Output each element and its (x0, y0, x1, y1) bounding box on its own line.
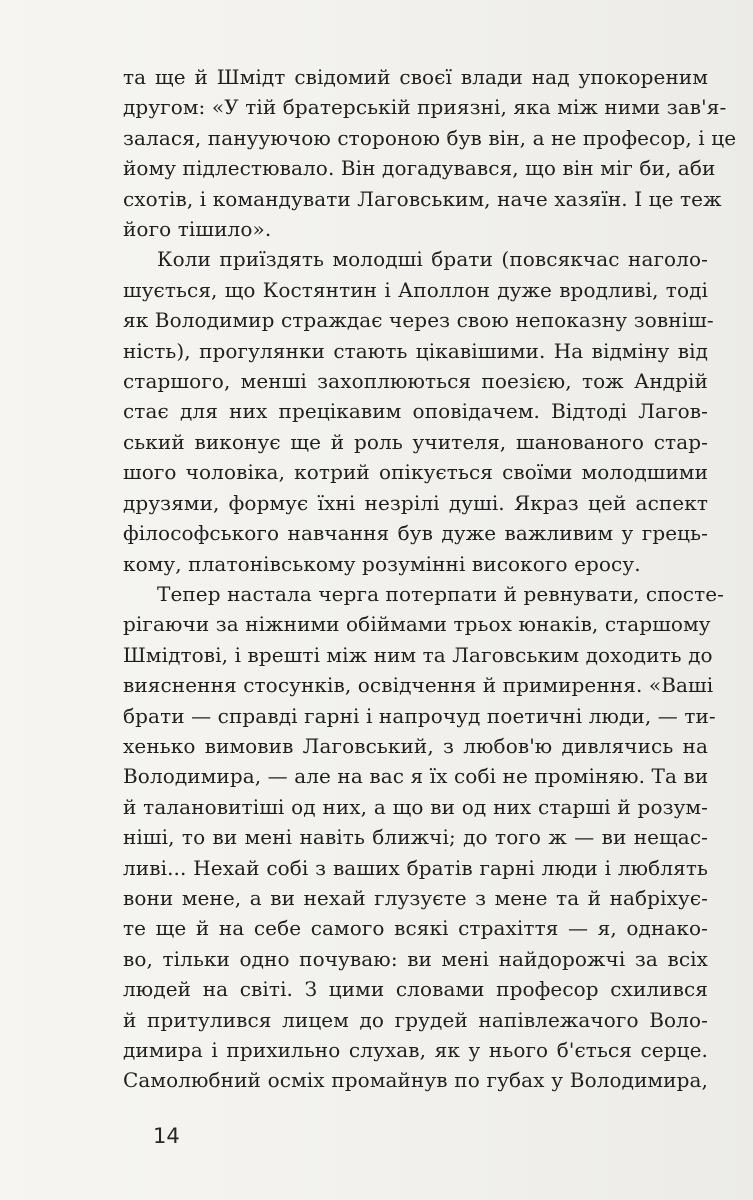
text-line: як Володимир страждає через свою непоказну зовніш- (123, 308, 714, 333)
text-line: ський виконує ще й роль учителя, шанованого стар- (123, 429, 708, 454)
text-line: Шмідтові, і врешті між ним та Лаговським доходить до (123, 642, 713, 667)
text-line: йому підлестювало. Він догадувався, що він міг би, аби (123, 156, 716, 181)
text-line: вони мене, а ви нехай глузуєте з мене та й набріхує- (123, 885, 708, 910)
text-line: людей на світі. З цими словами професор схилився (123, 977, 708, 1002)
text-line: друзями, формує їхні незрілі душі. Якраз цей аспект (123, 490, 708, 515)
text-line: схотів, і командувати Лаговським, наче хазяїн. І це теж (123, 186, 722, 211)
text-line: Володимира, — але на вас я їх собі не проміняю. Та ви (123, 764, 709, 789)
text-line: шується, що Костянтин і Аполлон дуже вродливі, тоді (123, 277, 708, 302)
text-line: стає для них прецікавим оповідачем. Відтоді Лагов- (123, 399, 708, 424)
text-line: ніші, то ви мені навіть ближчі; до того ж — ви нещас- (123, 825, 708, 850)
text-line: брати — справді гарні і напрочуд поетичні люди, — ти- (123, 703, 716, 728)
text-line: старшого, менші захоплюються поезією, тож Андрій (123, 369, 708, 394)
text-line: його тішило». (123, 217, 272, 242)
text-line: ність), прогулянки стають цікавішими. На відміну від (123, 338, 708, 363)
body-text (123, 62, 737, 1096)
page-number: 14 (153, 1124, 180, 1148)
text-line: кому, платонівському розумінні високого еросу. (123, 551, 641, 576)
text-line: рігаючи за ніжними обіймами трьох юнаків, старшому (123, 612, 711, 637)
text-line: та ще й Шмідт свідомий своєї влади над упокореним (123, 65, 708, 89)
text-line: ливі... Нехай собі з ваших братів гарні люди і люблять (123, 855, 708, 880)
text-line: другом: «У тій братерській приязні, яка між ними зав'я- (123, 95, 727, 120)
text-line: Тепер настала черга потерпати й ревнувати, спосте- (157, 581, 725, 606)
text-line: димира і прихильно слухав, як у нього б'ється серце. (123, 1038, 708, 1062)
text-line: шого чоловіка, котрий опікується своїми молодшими (123, 460, 708, 485)
text-line: Самолюбний осміх промайнув по губах у Володимира, (123, 1068, 708, 1093)
text-line: філософського навчання був дуже важливим у грець- (123, 521, 708, 546)
text-line: залася, панууючою стороною був він, а не професор, і це (123, 125, 737, 150)
text-line: вияснення стосунків, освідчення й примирення. «Ваші (123, 673, 714, 698)
text-line: Коли приїздять молодші брати (повсякчас наголо- (157, 247, 708, 272)
text-line: те ще й на себе самого всякі страхіття — я, однако- (123, 916, 708, 941)
text-line: й талановитіші од них, а що ви од них старші й розум- (123, 794, 708, 819)
text-line: хенько вимовив Лаговський, з любов'ю дивлячись на (123, 733, 708, 758)
text-line: й притулився лицем до грудей напівлежачого Воло- (123, 1007, 708, 1032)
text-line: во, тільки одно почуваю: ви мені найдорожчі за всіх (123, 946, 708, 971)
